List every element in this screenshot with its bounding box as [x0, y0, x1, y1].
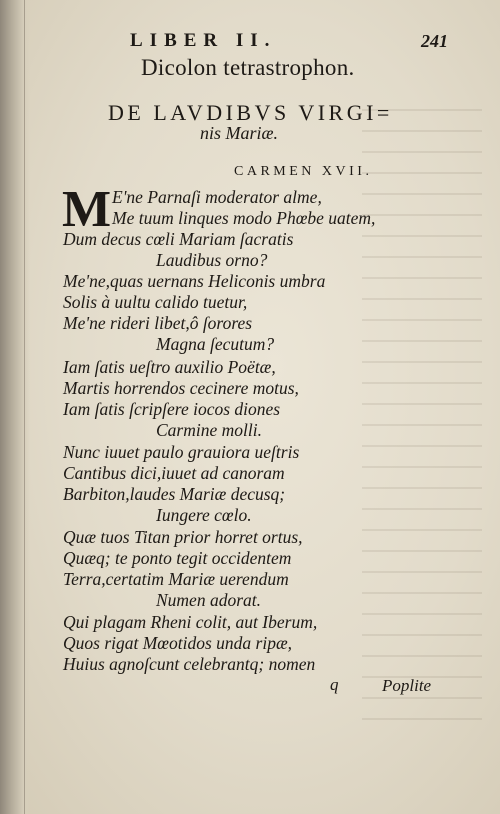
- verse-line: Qui plagam Rheni colit, aut Iberum,: [63, 612, 318, 632]
- verse-line: Solis à uultu calido tuetur,: [63, 292, 248, 312]
- verse-line: Iam ſatis ſcripſere iocos diones: [63, 399, 281, 419]
- verse-line: Carmine molli.: [156, 420, 262, 440]
- verse-line: E'ne Parnaſi moderator alme,: [112, 187, 322, 207]
- verse-line: Nunc iuuet paulo grauiora ueſtris: [63, 442, 300, 462]
- verse-line: Laudibus orno?: [156, 250, 268, 270]
- carmen-number: CARMEN XVII.: [234, 164, 373, 179]
- verse-line: Martis horrendos cecinere motus,: [63, 378, 299, 398]
- gutter-fold-line: [24, 0, 25, 814]
- catchword: Poplite: [382, 676, 432, 695]
- verse-line: Quæ tuos Titan prior horret ortus,: [63, 527, 303, 547]
- verse-line: Terra,certatim Mariæ uerendum: [63, 569, 289, 589]
- verse-line: Iam ſatis ueſtro auxilio Poëtæ,: [63, 357, 276, 377]
- verse-line: Numen adorat.: [156, 590, 261, 610]
- verse-line: Barbiton,laudes Mariæ decusq;: [63, 484, 286, 504]
- verse-line: Me'ne rideri libet,ô ſorores: [63, 313, 253, 333]
- signature-mark: q: [330, 675, 339, 694]
- drop-cap: M: [62, 181, 112, 238]
- folio-number: 241: [421, 31, 448, 51]
- verse-line: Quos rigat Mœotidos unda ripæ,: [63, 633, 292, 653]
- ink-bleed-through: [362, 92, 482, 732]
- verse-line: Iungere cœlo.: [156, 505, 252, 525]
- verse-line: Me'ne,quas uernans Heliconis umbra: [63, 271, 326, 291]
- verse-line: Me tuum linques modo Phœbe uatem,: [112, 208, 376, 228]
- running-head: LIBER II.: [130, 30, 277, 51]
- verse-line: Huius agnoſcunt celebrantq; nomen: [63, 654, 316, 674]
- poem-heading-line1: DE LAVDIBVS VIRGI=: [108, 100, 393, 125]
- verse-line: Dum decus cœli Mariam ſacratis: [63, 229, 294, 249]
- verse-line: Cantibus dici,iuuet ad canoram: [63, 463, 285, 483]
- verse-line: Quæq; te ponto tegit occidentem: [63, 548, 292, 568]
- verse-line: Magna ſecutum?: [156, 334, 275, 354]
- poem-heading-line2: nis Mariæ.: [200, 123, 279, 143]
- page-gutter-shadow: [0, 0, 30, 814]
- poem-meter-title: Dicolon tetrastrophon.: [141, 55, 355, 80]
